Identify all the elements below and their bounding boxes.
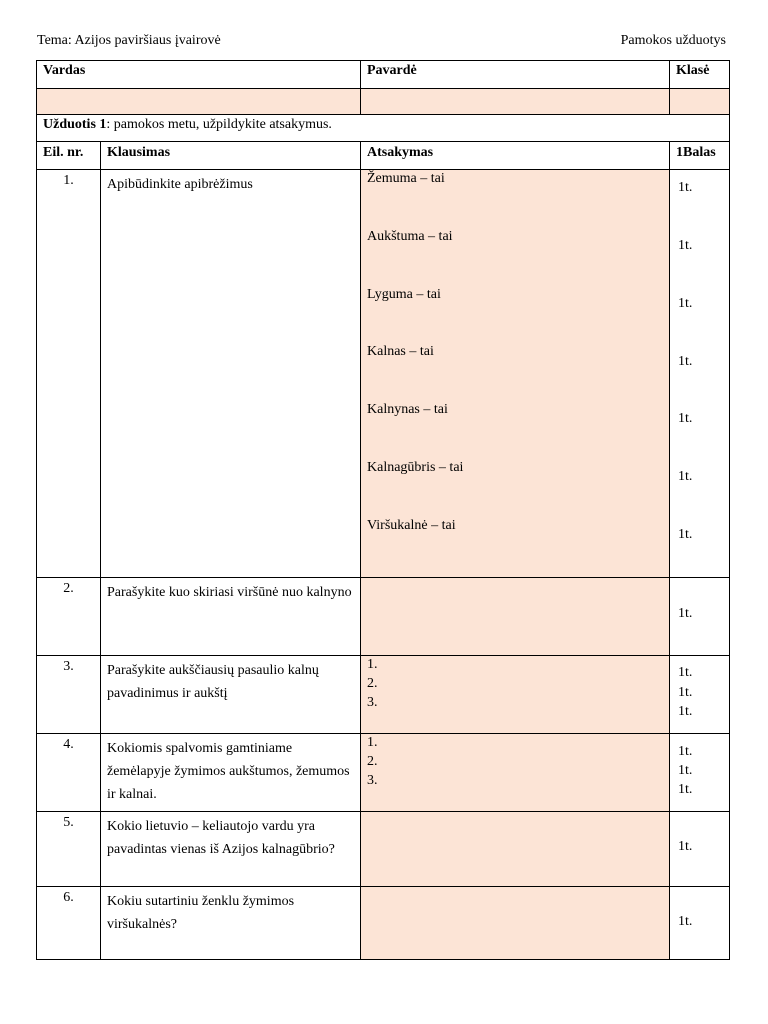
question-row-3	[37, 656, 730, 734]
question-text: Kokiu sutartiniu ženklu žymimos viršukalnės?	[101, 887, 361, 960]
points-value: 1t.	[678, 744, 693, 759]
points-value: 1t.	[678, 665, 693, 680]
worksheet-table	[36, 60, 730, 960]
student-labels-row	[37, 61, 730, 89]
class-field[interactable]	[670, 89, 730, 115]
question-row-4	[37, 734, 730, 812]
col-nr-header: Eil. nr.	[37, 142, 101, 170]
points-value: 1t.	[678, 685, 693, 700]
question-row-1	[37, 170, 730, 578]
question-text: Apibūdinkite apibrėžimus	[101, 170, 361, 578]
topic-header: Tema: Azijos paviršiaus įvairovė	[37, 33, 221, 48]
points-cell	[670, 170, 730, 578]
answer-field[interactable]	[361, 170, 670, 578]
points-value: 1t.	[678, 704, 693, 719]
doc-type-header: Pamokos užduotys	[620, 33, 726, 48]
row-number: 2.	[37, 578, 101, 656]
points-value: 1t.	[678, 354, 693, 369]
points-cell	[670, 578, 730, 656]
row-number: 4.	[37, 734, 101, 812]
answer-field[interactable]	[361, 812, 670, 887]
points-value: 1t.	[678, 782, 693, 797]
points-cell	[670, 887, 730, 960]
answer-line: 2.	[367, 676, 378, 691]
answer-field[interactable]	[361, 578, 670, 656]
question-text: Kokiomis spalvomis gamtiniame žemėlapyje žymimos aukštumos, žemumos ir kalnai.	[101, 734, 361, 812]
points-value: 1t.	[678, 527, 693, 542]
answer-line: Kalnas – tai	[367, 344, 434, 359]
answer-line: 1.	[367, 657, 378, 672]
task-text: : pamokos metu, užpildykite atsakymus.	[106, 117, 332, 132]
answer-line: Aukštuma – tai	[367, 229, 453, 244]
answer-line: Viršukalnė – tai	[367, 518, 456, 533]
col-question-header: Klausimas	[101, 142, 361, 170]
answer-field[interactable]	[361, 656, 670, 734]
points-cell	[670, 812, 730, 887]
question-text: Parašykite kuo skiriasi viršūnė nuo kalnyno	[101, 578, 361, 656]
answer-line: Žemuma – tai	[367, 171, 445, 186]
row-number: 5.	[37, 812, 101, 887]
answer-line: 2.	[367, 754, 378, 769]
row-number: 1.	[37, 170, 101, 578]
name-label: Vardas	[37, 61, 361, 89]
points-value: 1t.	[678, 180, 693, 195]
points-value: 1t.	[678, 469, 693, 484]
surname-field[interactable]	[361, 89, 670, 115]
points-value: 1t.	[678, 411, 693, 426]
col-answer-header: Atsakymas	[361, 142, 670, 170]
surname-label: Pavardė	[361, 61, 670, 89]
answer-field[interactable]	[361, 734, 670, 812]
answer-line: Kalnynas – tai	[367, 402, 448, 417]
question-row-5	[37, 812, 730, 887]
name-field[interactable]	[37, 89, 361, 115]
class-label: Klasė	[670, 61, 730, 89]
points-value: 1t.	[678, 238, 693, 253]
points-value: 1t.	[678, 296, 693, 311]
column-header-row	[37, 142, 730, 170]
student-inputs-row	[37, 89, 730, 115]
answer-line: 3.	[367, 773, 378, 788]
answer-field[interactable]	[361, 887, 670, 960]
answer-line: 3.	[367, 695, 378, 710]
points-value: 1t.	[678, 914, 693, 929]
row-number: 6.	[37, 887, 101, 960]
question-text: Kokio lietuvio – keliautojo vardu yra pavadintas vienas iš Azijos kalnagūbrio?	[101, 812, 361, 887]
answer-line: Kalnagūbris – tai	[367, 460, 464, 475]
points-value: 1t.	[678, 606, 693, 621]
task-row	[37, 115, 730, 142]
answer-line: 1.	[367, 735, 378, 750]
points-value: 1t.	[678, 763, 693, 778]
task-label: Užduotis 1	[43, 117, 107, 132]
question-row-6	[37, 887, 730, 960]
row-number: 3.	[37, 656, 101, 734]
answer-line: Lyguma – tai	[367, 287, 441, 302]
question-text: Parašykite aukščiausių pasaulio kalnų pavadinimus ir aukštį	[101, 656, 361, 734]
question-row-2	[37, 578, 730, 656]
points-value: 1t.	[678, 839, 693, 854]
points-cell	[670, 656, 730, 734]
task-instruction	[37, 115, 730, 142]
points-cell	[670, 734, 730, 812]
col-points-header: 1Balas	[670, 142, 730, 170]
